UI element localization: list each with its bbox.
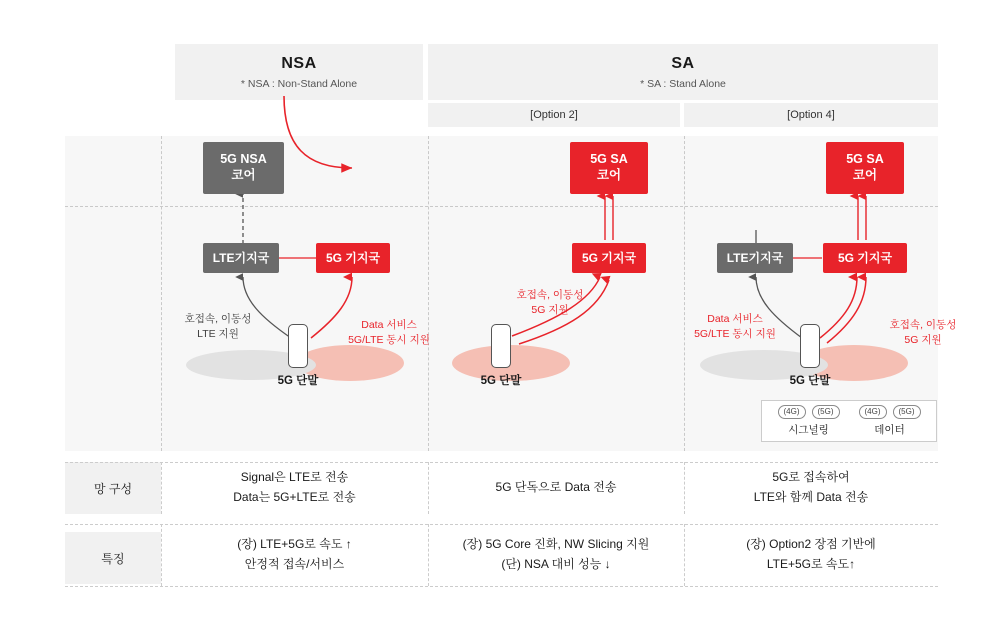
nsa-lte-basestation (203, 243, 279, 273)
feature-nsa-line1: (장) LTE+5G로 속도 ↑ (237, 537, 352, 552)
option4-lte-basestation (717, 243, 793, 273)
option2-core-node-line1: 5G SA (590, 152, 628, 167)
nsa-terminal-text: 5G 단말 (277, 375, 319, 387)
option4-core-node-line2: 코어 (852, 168, 878, 182)
option4-annotation-right (868, 318, 978, 347)
header-option2-label: [Option 2] (530, 109, 578, 121)
option4-5g-basestation-label: 5G 기지국 (837, 250, 893, 265)
option2-terminal-text: 5G 단말 (480, 375, 522, 387)
option4-core-node-line1: 5G SA (846, 152, 884, 167)
network-nsa-line1: Signal은 LTE로 전송 (240, 470, 349, 485)
legend-signalling-pill-4g: (4G) (778, 405, 806, 419)
nsa-core-node-line1: 5G NSA (220, 152, 267, 167)
nsa-lte-basestation-label: LTE기지국 (212, 250, 270, 265)
nsa-annotation-left-line2: LTE 지원 (197, 327, 239, 340)
option2-5g-basestation (572, 243, 646, 273)
feature-nsa (161, 524, 428, 586)
feature-option4 (684, 524, 938, 586)
legend-data-pill-5g: (5G) (893, 405, 921, 419)
header-sa-subtitle: * SA : Stand Alone (640, 77, 726, 90)
nsa-terminal-phone (288, 324, 308, 368)
legend-data (859, 405, 921, 437)
nsa-terminal-label (248, 372, 348, 388)
option2-annotation-line2: 5G 지원 (531, 303, 569, 316)
nsa-annotation-left (165, 312, 271, 341)
nsa-annotation-right-line1: Data 서비스 (361, 319, 417, 331)
nsa-5g-basestation-label: 5G 기지국 (325, 250, 381, 265)
header-option4-label: [Option 4] (787, 109, 835, 121)
header-nsa-title: NSA (281, 54, 317, 72)
network-option4-line2: LTE와 함께 Data 전송 (753, 490, 869, 504)
option4-5g-basestation (823, 243, 907, 273)
option4-core-node (826, 142, 904, 194)
row-label-network-text: 망 구성 (93, 481, 133, 496)
option2-core-node (570, 142, 648, 194)
feature-row-bottom-sep (65, 586, 938, 587)
feature-option4-line2: LTE+5G로 속도↑ (766, 557, 856, 571)
network-option2 (428, 462, 684, 514)
network-option2-line1: 5G 단독으로 Data 전송 (495, 480, 617, 495)
option4-annotation-left-line1: Data 서비스 (707, 313, 763, 325)
legend-box (761, 400, 937, 442)
nsa-core-node (203, 142, 284, 194)
option2-5g-basestation-label: 5G 기지국 (581, 250, 637, 265)
nsa-annotation-right (334, 318, 444, 347)
option4-terminal-text: 5G 단말 (789, 375, 831, 387)
legend-signalling-pill-5g: (5G) (812, 405, 840, 419)
header-nsa-subtitle: * NSA : Non-Stand Alone (240, 77, 358, 90)
option4-terminal-label (760, 372, 860, 388)
option4-annotation-left (676, 312, 794, 341)
network-option4-line1: 5G로 접속하여 (772, 470, 850, 485)
nsa-5g-basestation (316, 243, 390, 273)
option4-annotation-left-line2: 5G/LTE 동시 지원 (694, 327, 776, 340)
network-nsa-line2: Data는 5G+LTE로 전송 (233, 490, 356, 504)
nsa-annotation-left-line1: 호접속, 이동성 (184, 313, 252, 325)
feature-option2-line2: (단) NSA 대비 성능 ↓ (501, 557, 611, 571)
option4-annotation-right-line2: 5G 지원 (904, 333, 942, 346)
legend-signalling (778, 405, 840, 437)
feature-option2 (428, 524, 684, 586)
option2-terminal-label (451, 372, 551, 388)
option2-terminal-phone (491, 324, 511, 368)
nsa-core-node-line2: 코어 (231, 168, 256, 182)
option2-annotation-line1: 호접속, 이동성 (516, 289, 584, 301)
nsa-annotation-right-line2: 5G/LTE 동시 지원 (348, 333, 430, 346)
option2-core-node-line2: 코어 (596, 168, 622, 182)
legend-data-pills (859, 405, 921, 419)
feature-option2-line1: (장) 5G Core 진화, NW Slicing 지원 (462, 537, 650, 552)
option2-annotation (490, 288, 610, 317)
header-sa-title: SA (671, 54, 695, 72)
legend-signalling-pills (778, 405, 840, 419)
feature-nsa-line2: 안정적 접속/서비스 (244, 557, 345, 571)
network-option4 (684, 462, 938, 514)
option4-annotation-right-line1: 호접속, 이동성 (889, 319, 957, 331)
option4-lte-basestation-label: LTE기지국 (726, 250, 784, 265)
option4-terminal-phone (800, 324, 820, 368)
legend-data-caption: 데이터 (874, 423, 905, 436)
network-nsa (161, 462, 428, 514)
row-label-feature-text: 특징 (101, 551, 125, 566)
feature-option4-line1: (장) Option2 장점 기반에 (746, 537, 876, 552)
legend-signalling-caption: 시그널링 (788, 423, 829, 436)
legend-data-pill-4g: (4G) (859, 405, 887, 419)
